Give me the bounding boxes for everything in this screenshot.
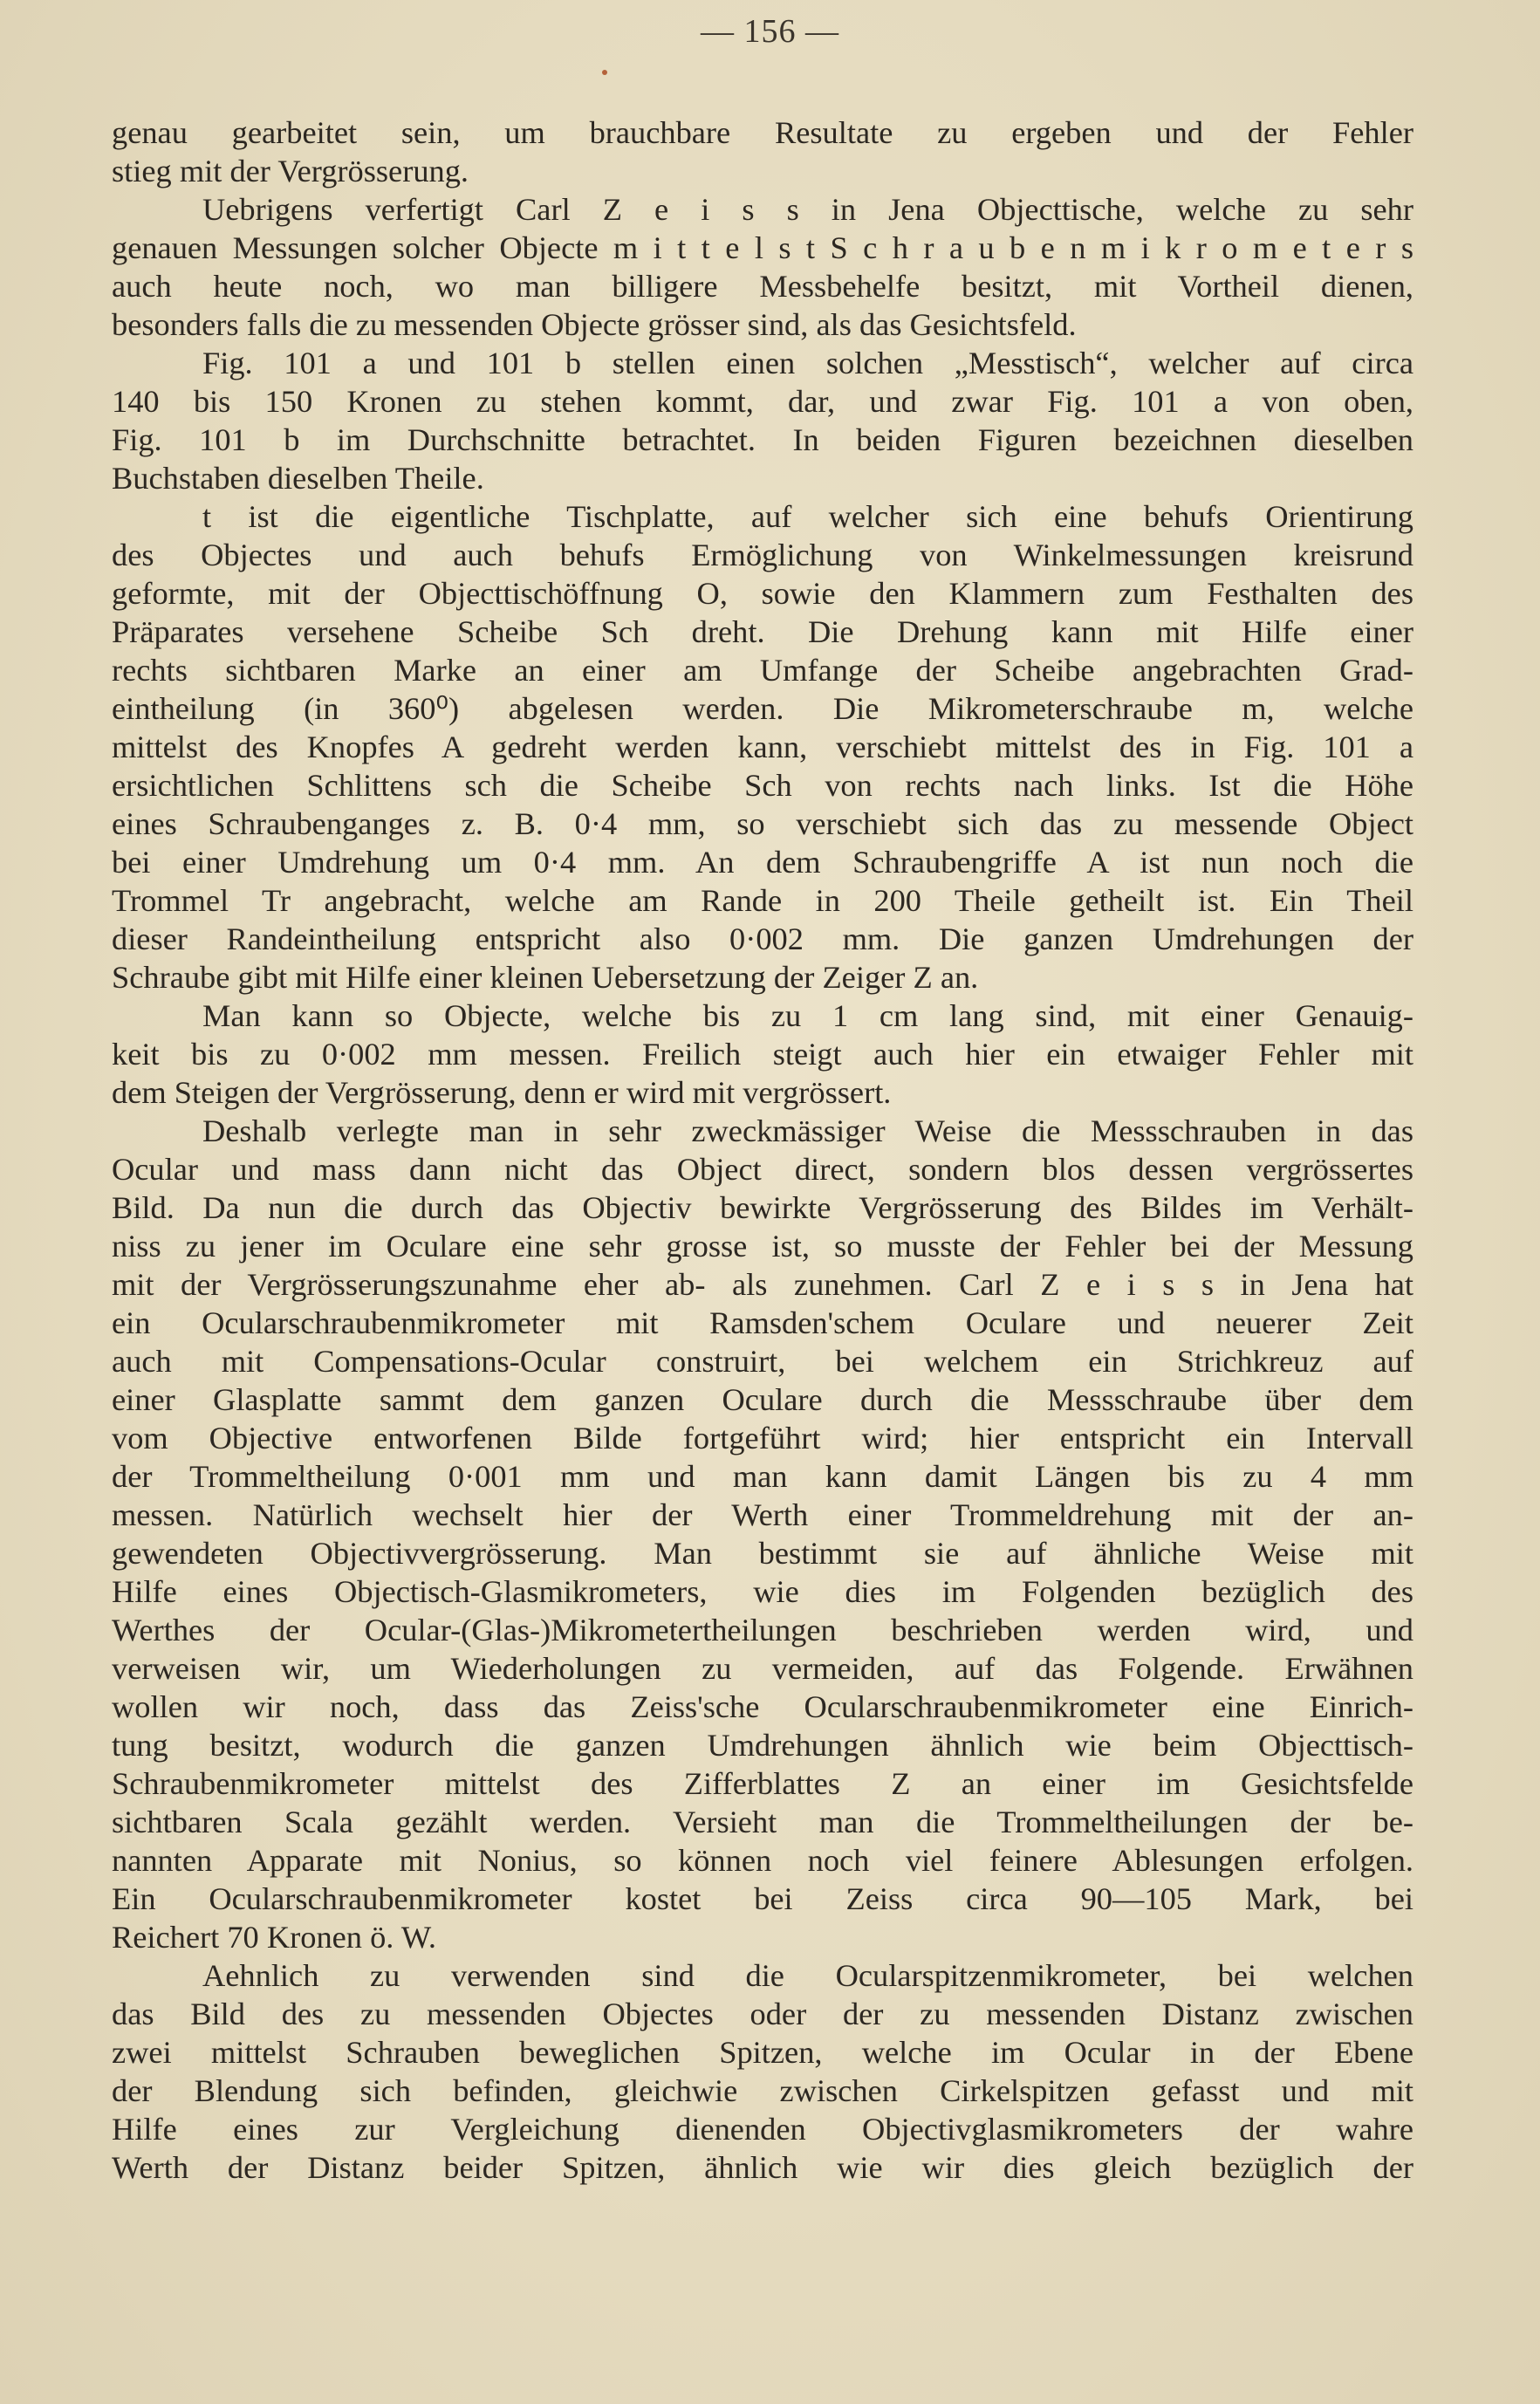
text-line: rechts sichtbaren Marke an einer am Umfange der Scheibe angebrachten Grad- (112, 653, 1413, 688)
text-line: keit bis zu 0·002 mm messen. Freilich steigt auch hier ein etwaiger Fehler mit (112, 1037, 1413, 1072)
text-line: 140 bis 150 Kronen zu stehen kommt, dar, und zwar Fig. 101 a von oben, (112, 384, 1413, 419)
text-line: einer Glasplatte sammt dem ganzen Oculare durch die Messschraube über dem (112, 1382, 1413, 1417)
text-line: dem Steigen der Vergrösserung, denn er wird mit vergrössert. (112, 1075, 892, 1110)
text-line: Hilfe eines Objectisch-Glasmikrometers, wie dies im Folgenden bezüglich des (112, 1574, 1413, 1609)
text-line: Buchstaben dieselben Theile. (112, 461, 484, 496)
text-line: Fig. 101 b im Durchschnitte betrachtet. In beiden Figuren bezeichnen dieselben (112, 422, 1413, 457)
text-line: tung besitzt, wodurch die ganzen Umdrehungen ähnlich wie beim Objecttisch- (112, 1728, 1413, 1763)
text-line: eintheilung (in 360⁰) abgelesen werden. Die Mikrometerschraube m, welche (112, 691, 1413, 726)
text-line: Ein Ocularschraubenmikrometer kostet bei Zeiss circa 90—105 Mark, bei (112, 1881, 1413, 1916)
text-line: das Bild des zu messenden Objectes oder der zu messenden Distanz zwischen (112, 1996, 1413, 2031)
text-line: genauen Messungen solcher Objecte m i t t e l s t S c h r a u b e n m i k r o m e t e r s (112, 230, 1413, 265)
text-line: zwei mittelst Schrauben beweglichen Spitzen, welche im Ocular in der Ebene (112, 2035, 1413, 2070)
text-line: auch heute noch, wo man billigere Messbehelfe besitzt, mit Vortheil dienen, (112, 269, 1413, 304)
page-number: — 156 — (701, 13, 839, 50)
text-line: messen. Natürlich wechselt hier der Werth einer Trommeldrehung mit der an- (112, 1497, 1413, 1532)
text-line: mittelst des Knopfes A gedreht werden kann, verschiebt mittelst des in Fig. 101 a (112, 729, 1413, 764)
ink-speck (602, 70, 607, 75)
text-line: Präparates versehene Scheibe Sch dreht. Die Drehung kann mit Hilfe einer (112, 614, 1413, 649)
text-line: Man kann so Objecte, welche bis zu 1 cm lang sind, mit einer Genauig- (202, 998, 1413, 1033)
text-line: niss zu jener im Oculare eine sehr grosse ist, so musste der Fehler bei der Messung (112, 1229, 1413, 1264)
text-line: genau gearbeitet sein, um brauchbare Resultate zu ergeben und der Fehler (112, 115, 1413, 150)
text-line: Bild. Da nun die durch das Objectiv bewirkte Vergrösserung des Bildes im Verhält- (112, 1190, 1413, 1225)
text-line: Werth der Distanz beider Spitzen, ähnlich wie wir dies gleich bezüglich der (112, 2150, 1413, 2185)
text-line: des Objectes und auch behufs Ermöglichung von Winkelmessungen kreisrund (112, 538, 1413, 572)
text-line: Reichert 70 Kronen ö. W. (112, 1920, 436, 1955)
text-line: t ist die eigentliche Tischplatte, auf welcher sich eine behufs Orientirung (202, 499, 1413, 534)
text-line: Uebrigens verfertigt Carl Z e i s s in Jena Objecttische, welche zu sehr (202, 192, 1413, 227)
text-line: wollen wir noch, dass das Zeiss'sche Ocularschraubenmikrometer eine Einrich- (112, 1689, 1413, 1724)
text-line: bei einer Umdrehung um 0·4 mm. An dem Schraubengriffe A ist nun noch die (112, 845, 1413, 880)
text-line: Werthes der Ocular-(Glas-)Mikrometertheilungen beschrieben werden wird, und (112, 1613, 1413, 1647)
text-line: stieg mit der Vergrösserung. (112, 154, 469, 188)
text-line: dieser Randeintheilung entspricht also 0·002 mm. Die ganzen Umdrehungen der (112, 921, 1413, 956)
text-line: mit der Vergrösserungszunahme eher ab- als zunehmen. Carl Z e i s s in Jena hat (112, 1267, 1413, 1302)
text-line: Aehnlich zu verwenden sind die Ocularspitzenmikrometer, bei welchen (202, 1958, 1413, 1993)
text-line: Fig. 101 a und 101 b stellen einen solchen „Messtisch“, welcher auf circa (202, 346, 1413, 380)
text-line: Schraube gibt mit Hilfe einer kleinen Uebersetzung der Zeiger Z an. (112, 960, 979, 995)
text-line: der Trommeltheilung 0·001 mm und man kann damit Längen bis zu 4 mm (112, 1459, 1413, 1494)
text-line: Deshalb verlegte man in sehr zweckmässiger Weise die Messschrauben in das (202, 1113, 1413, 1148)
text-line: verweisen wir, um Wiederholungen zu vermeiden, auf das Folgende. Erwähnen (112, 1651, 1413, 1686)
text-line: ersichtlichen Schlittens sch die Scheibe Sch von rechts nach links. Ist die Höhe (112, 768, 1413, 803)
text-line: Trommel Tr angebracht, welche am Rande in 200 Theile getheilt ist. Ein Theil (112, 883, 1413, 918)
text-line: auch mit Compensations-Ocular construirt, bei welchem ein Strichkreuz auf (112, 1344, 1413, 1379)
text-line: Schraubenmikrometer mittelst des Zifferblattes Z an einer im Gesichtsfelde (112, 1766, 1413, 1801)
text-line: gewendeten Objectivvergrösserung. Man bestimmt sie auf ähnliche Weise mit (112, 1536, 1413, 1571)
text-line: besonders falls die zu messenden Objecte grösser sind, als das Gesichtsfeld. (112, 307, 1077, 342)
text-line: eines Schraubenganges z. B. 0·4 mm, so verschiebt sich das zu messende Object (112, 806, 1413, 841)
text-line: vom Objective entworfenen Bilde fortgeführt wird; hier entspricht ein Intervall (112, 1421, 1413, 1455)
text-line: Hilfe eines zur Vergleichung dienenden Objectivglasmikrometers der wahre (112, 2112, 1413, 2147)
text-line: nannten Apparate mit Nonius, so können noch viel feinere Ablesungen erfolgen. (112, 1843, 1413, 1878)
body-text (112, 113, 1413, 2187)
text-line: der Blendung sich befinden, gleichwie zwischen Cirkelspitzen gefasst und mit (112, 2073, 1413, 2108)
text-line: ein Ocularschraubenmikrometer mit Ramsden'schem Oculare und neuerer Zeit (112, 1305, 1413, 1340)
text-line: sichtbaren Scala gezählt werden. Versieht man die Trommeltheilungen der be- (112, 1805, 1413, 1839)
text-line: geformte, mit der Objecttischöffnung O, sowie den Klammern zum Festhalten des (112, 576, 1413, 611)
text-line: Ocular und mass dann nicht das Object direct, sondern blos dessen vergrössertes (112, 1152, 1413, 1187)
